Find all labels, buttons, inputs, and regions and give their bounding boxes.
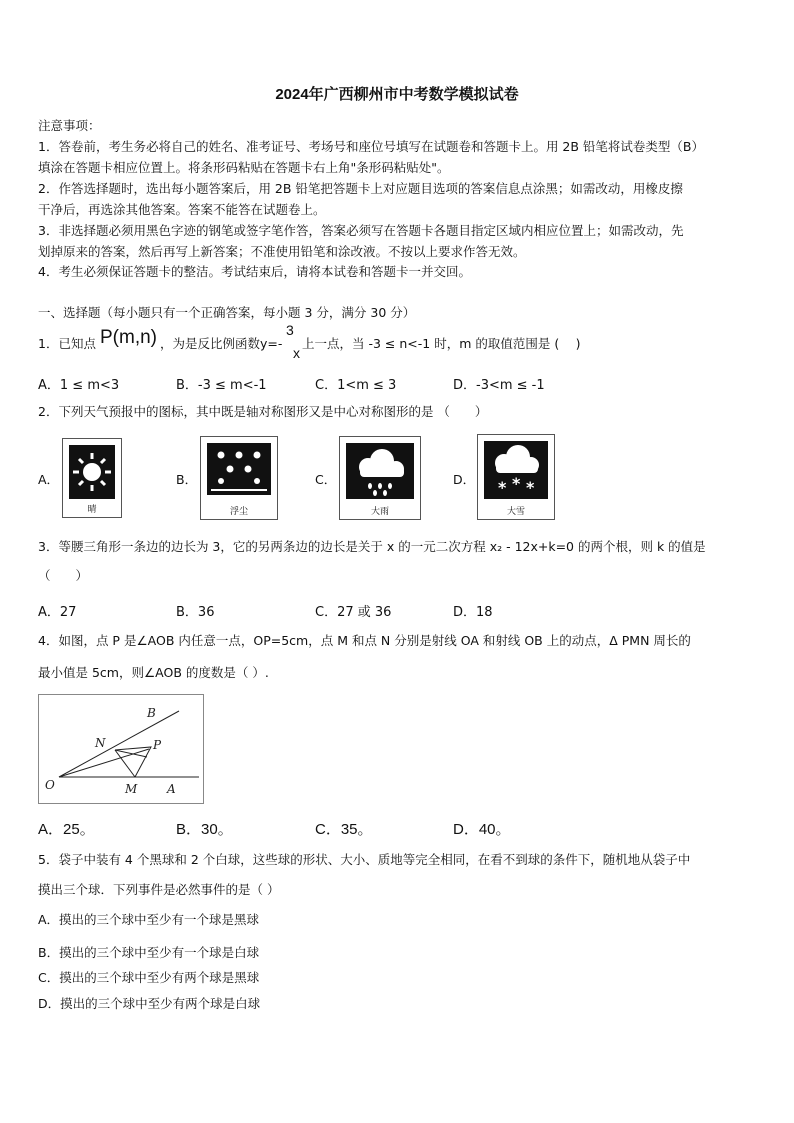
q1-mid: ，为是反比例函数y=-: [160, 336, 283, 351]
q3-option-b[interactable]: B．36: [176, 605, 215, 620]
notice-heading: 注意事项：: [38, 118, 101, 133]
svg-text:*: *: [498, 478, 507, 497]
q2-label-b[interactable]: B．: [176, 472, 198, 487]
label-p: P: [153, 738, 162, 752]
heavy-rain-icon[interactable]: [339, 436, 421, 520]
q1-option-c[interactable]: C．1<m ≤ 3: [315, 378, 397, 393]
notice-line: 填涂在答题卡相应位置上。将条形码粘贴在答题卡右上角"条形码粘贴处"。: [38, 160, 450, 175]
q3-option-d[interactable]: D．18: [453, 605, 493, 620]
heavy-rain-caption: 大雨: [370, 507, 389, 517]
notice-line: 干净后，再选涂其他答案。答案不能答在试题卷上。: [38, 202, 326, 217]
dust-icon[interactable]: [200, 436, 278, 520]
q2-stem: 2．下列天气预报中的图标，其中既是轴对称图形又是中心对称图形的是 （ ）: [38, 404, 488, 419]
q1-suffix: 上一点，当 -3 ≤ n<-1 时，m 的取值范围是 ( ): [302, 336, 581, 351]
q5-option-c[interactable]: C．摸出的三个球中至少有两个球是黑球: [38, 970, 260, 985]
label-b: B: [147, 706, 156, 720]
dust-caption: 浮尘: [229, 507, 248, 517]
label-a: A: [167, 782, 176, 796]
q5-option-d[interactable]: D．摸出的三个球中至少有两个球是白球: [38, 996, 261, 1011]
label-o: O: [45, 778, 55, 792]
q4-stem-line2: 最小值是 5cm，则∠AOB 的度数是（ ）.: [38, 665, 269, 680]
q2-label-a[interactable]: A．: [38, 472, 60, 487]
q3-stem-line1: 3．等腰三角形一条边的边长为 3，它的另两条边的边长是关于 x 的一元二次方程 x₂ - 12x+k=0 的两个根，则 k 的值是: [38, 539, 706, 554]
svg-text:*: *: [526, 478, 535, 497]
q1-option-d[interactable]: D．-3<m ≤ -1: [453, 378, 545, 393]
notice-line: 3．非选择题必须用黑色字迹的钢笔或签字笔作答，答案必须写在答题卡各题目指定区域内相应位置上；如需改动，先: [38, 223, 684, 238]
q5-stem-line1: 5．袋子中装有 4 个黑球和 2 个白球，这些球的形状、大小、质地等完全相同，在看不到球的条件下，随机地从袋子中: [38, 852, 691, 867]
page-title: 2024年广西柳州市中考数学模拟试卷: [275, 86, 519, 103]
q3-option-c[interactable]: C．27 或 36: [315, 605, 392, 620]
q4-option-c[interactable]: C．35。: [315, 821, 373, 838]
q5-option-b[interactable]: B．摸出的三个球中至少有一个球是白球: [38, 945, 260, 960]
q1-fraction-denominator: x: [293, 345, 300, 361]
q1-option-b[interactable]: B．-3 ≤ m<-1: [176, 378, 267, 393]
angle-figure: [38, 694, 204, 804]
sunny-icon[interactable]: [62, 438, 122, 518]
q4-option-b[interactable]: B．30。: [176, 821, 233, 838]
label-m: M: [125, 782, 138, 796]
q1-prefix: 1．已知点: [38, 336, 96, 351]
q5-stem-line2: 摸出三个球．下列事件是必然事件的是（ ）: [38, 882, 280, 897]
notice-line: 1．答卷前，考生务必将自己的姓名、准考证号、考场号和座位号填写在试题卷和答题卡上。用 2B 铅笔将试卷类型（B）: [38, 139, 705, 154]
notice-line: 2．作答选择题时，选出每小题答案后，用 2B 铅笔把答题卡上对应题目选项的答案信息点涂黑；如需改动，用橡皮擦: [38, 181, 683, 196]
q1-point: P(m,n): [100, 327, 157, 348]
notice-line: 4．考生必须保证答题卡的整洁。考试结束后，请将本试卷和答题卡一并交回。: [38, 264, 471, 279]
notice-line: 划掉原来的答案，然后再写上新答案；不准使用铅笔和涂改液。不按以上要求作答无效。: [38, 244, 526, 259]
svg-text:*: *: [512, 474, 521, 493]
q2-label-c[interactable]: C．: [315, 472, 337, 487]
q3-stem-line2: （ ）: [38, 568, 89, 583]
q2-label-d[interactable]: D．: [453, 472, 476, 487]
q5-option-a[interactable]: A．摸出的三个球中至少有一个球是黑球: [38, 912, 260, 927]
label-n: N: [95, 736, 106, 750]
q4-option-a[interactable]: A．25。: [38, 821, 95, 838]
sunny-caption: 晴: [87, 505, 97, 515]
q3-option-a[interactable]: A．27: [38, 605, 77, 620]
heavy-snow-caption: 大雪: [506, 507, 525, 517]
q4-stem-line1: 4．如图，点 P 是∠AOB 内任意一点，OP=5cm，点 M 和点 N 分别是射线 OA 和射线 OB 上的动点，Δ PMN 周长的: [38, 633, 691, 648]
q1-option-a[interactable]: A．1 ≤ m<3: [38, 378, 120, 393]
q4-option-d[interactable]: D．40。: [453, 821, 511, 838]
q1-fraction-numerator: 3: [286, 322, 294, 338]
heavy-snow-icon[interactable]: [477, 434, 555, 520]
section-heading: 一、选择题（每小题只有一个正确答案，每小题 3 分，满分 30 分）: [38, 305, 416, 320]
